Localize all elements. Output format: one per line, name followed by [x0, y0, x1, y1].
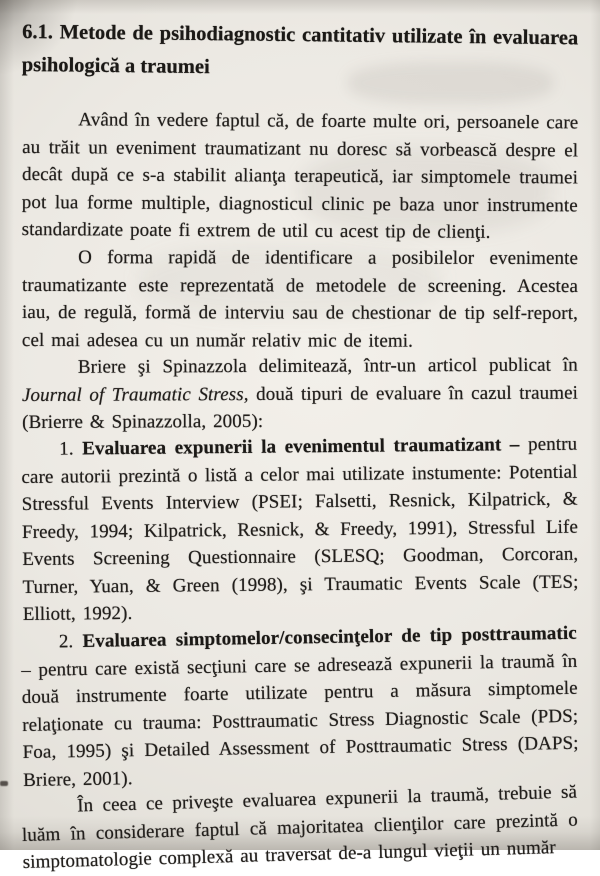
paragraph-briere-lead: Briere şi Spinazzola delimitează, într-un articol publicat în: [77, 354, 578, 378]
list-item-2: [21, 619, 580, 793]
section-heading-line-2: psihologică a traumei: [21, 53, 210, 79]
list-item-2-title: Evaluarea simptomelor/consecinţelor de tip posttraumatic: [82, 622, 577, 652]
journal-title-italic: Journal of Traumatic Stress,: [21, 383, 249, 405]
paragraph-exposure-evaluation: În ceea ce priveşte evaluarea expunerii la traumă, trebuie să luăm în considerare faptul că majoritatea clienţilor care prezintă o simptomatologie complexă au traversat de-a lungul vieţii un număr: [21, 780, 579, 873]
section-heading-line-1: 6.1. Metode de psihodiagnostic cantitativ utilizate în evaluarea: [22, 21, 579, 50]
paragraph-intro: Având în vedere faptul că, de foarte multe ori, persoanele care au trăit un eveniment traumatizant nu doresc să vorbească despre el decât după ce s-a stabilit alianţa terapeutică, iar simptomele traumei pot lua forme multiple, diagnosticul clinic pe baza unor instrumente standardizate poate fi extrem de util cu acest tip de clienţi.: [21, 109, 579, 243]
page-content: [22, 16, 578, 876]
paragraph-briere-rest: două tipuri de evaluare în cazul traumei (Brierre & Spinazzolla, 2005):: [22, 381, 579, 433]
list-item-1-title: Evaluarea expunerii la evenimentul traumatizant –: [82, 434, 520, 460]
section-heading: [22, 16, 579, 88]
list-item-1-body: pentru care autorii prezintă o listă a celor mai utilizate instumente: Potential Stressful Events Interview (PSEI; Falsetti, Resnick, Kilpatrick, & Freedy, 1994; Kilpatrick, Resnick, & Freedy, 1991), Stressful Life Events Screening Questionnaire (SLESQ; Goodman, Corcoran, Turner, Yuan, & Green (1998), şi Traumatic Events Scale (TES; Elliott, 1992).: [21, 433, 579, 625]
paragraph-briere-citation: [22, 351, 578, 436]
list-item-2-number: 2.: [58, 630, 74, 652]
list-item-2-body: – pentru care există secţiuni care se adresează expunerii la traumă în două instrumente foarte utilizate pentru a măsura simptomele relaţionate cu trauma: Posttraumatic Stress Diagnostic Scale (PDS; Foa, 1995) şi Detailed Assessment of Posttraumatic Stress (DAPS; Briere, 2001).: [21, 649, 579, 790]
list-item-1: [21, 431, 579, 629]
paragraph-screening: O forma rapidă de identificare a posibilelor evenimente traumatizante este reprezentată de metodele de screening. Acestea iau, de regulă, formă de interviu sau de chestionar de tip self-report, cel mai adesea cu un număr relativ mic de itemi.: [21, 246, 579, 351]
list-item-1-number: 1.: [59, 438, 74, 460]
scan-edge-artifact: [0, 781, 8, 786]
